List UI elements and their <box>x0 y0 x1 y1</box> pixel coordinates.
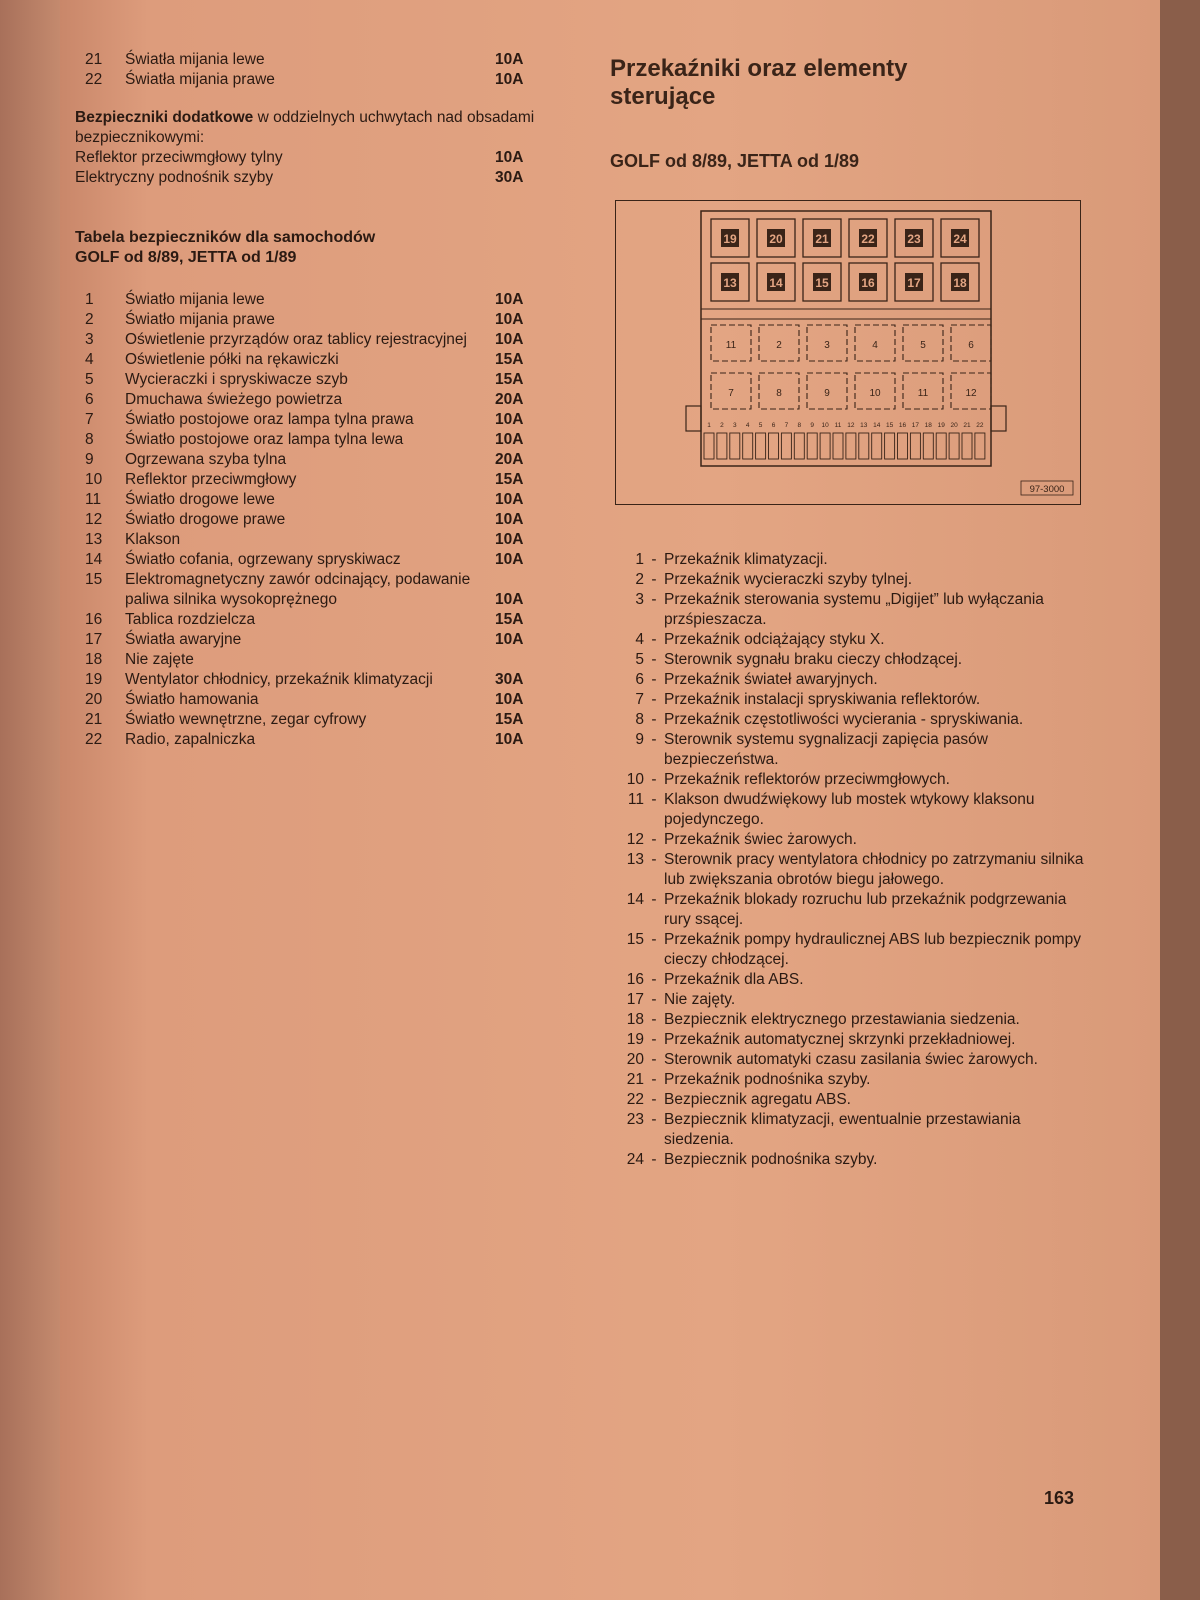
legend-dash: - <box>651 1091 657 1108</box>
fuse-row <box>75 610 555 630</box>
legend-item <box>612 890 1092 930</box>
legend-text: Sterownik automatyki czasu zasilania świec żarowych. <box>664 1051 1038 1068</box>
legend-text: Przekaźnik świec żarowych. <box>664 831 857 848</box>
fuse-slot-number: 11 <box>834 422 842 429</box>
fuse-slot-number: 12 <box>847 422 855 429</box>
legend-number: 11 <box>627 791 644 808</box>
row-value: 10A <box>495 71 524 88</box>
fuse-number: 15 <box>85 571 103 588</box>
fuse-slot-number: 5 <box>758 422 763 429</box>
fuse-slot-number: 6 <box>771 422 776 429</box>
fuse-slot <box>794 433 804 459</box>
relay-socket-number: 3 <box>824 340 830 351</box>
fuse-number: 13 <box>85 531 103 548</box>
legend-item <box>612 1090 1092 1110</box>
fuse-description: Oświetlenie półki na rękawiczki <box>125 351 339 368</box>
legend-dash: - <box>651 691 657 708</box>
fuse-slot-number: 13 <box>860 422 868 429</box>
legend-item <box>612 650 1092 670</box>
fuse-row <box>75 370 555 390</box>
top-row <box>75 50 555 70</box>
extra-row <box>75 148 555 168</box>
row-value: 10A <box>495 51 524 68</box>
panel-left-tab <box>686 406 701 431</box>
legend-dash: - <box>651 771 657 788</box>
fuse-slot-number: 1 <box>707 422 711 429</box>
row-text: Światła mijania prawe <box>125 71 275 88</box>
fuse-description: Światło drogowe prawe <box>125 511 286 528</box>
fuse-slot-number: 8 <box>797 422 802 429</box>
legend-item <box>612 1010 1092 1030</box>
fuse-rating: 10A <box>495 411 524 428</box>
legend-text: Przekaźnik pompy hydraulicznej ABS lub bezpiecznik pompy cieczy chłodzącej. <box>664 931 1081 968</box>
fuse-rating: 10A <box>495 631 524 648</box>
fuse-slot <box>769 433 779 459</box>
fuse-rating: 10A <box>495 531 524 548</box>
legend-text: Przekaźnik sterowania systemu „Digijet” lub wyłączania przśpieszacza. <box>664 591 1044 628</box>
relay-slot-number: 13 <box>723 276 737 290</box>
fuse-number: 17 <box>85 631 103 648</box>
legend-text: Klakson dwudźwiękowy lub mostek wtykowy klaksonu pojedynczego. <box>664 791 1035 828</box>
legend-item <box>612 630 1092 650</box>
panel-right-tab <box>991 406 1006 431</box>
fuse-rating: 10A <box>495 311 524 328</box>
fuse-slot <box>730 433 740 459</box>
fuse-number: 14 <box>85 551 103 568</box>
fuse-row <box>75 730 555 750</box>
fuse-slot <box>949 433 959 459</box>
fuse-number: 4 <box>85 351 94 368</box>
legend-item <box>612 770 1092 790</box>
page-number: 163 <box>1044 1488 1075 1508</box>
relay-socket-number: 9 <box>824 388 830 399</box>
extra-row-text: Elektryczny podnośnik szyby <box>75 169 274 186</box>
legend-dash: - <box>651 1051 657 1068</box>
fuse-slot-number: 10 <box>821 422 829 429</box>
fuse-description: Światło drogowe lewe <box>125 491 275 508</box>
fuse-description: Dmuchawa świeżego powietrza <box>125 391 343 408</box>
fuse-number: 2 <box>85 311 94 328</box>
legend-dash: - <box>651 931 657 948</box>
fuse-slot <box>975 433 985 459</box>
legend-text: Sterownik systemu sygnalizacji zapięcia pasów bezpieczeństwa. <box>664 731 988 768</box>
fuse-number: 18 <box>85 651 103 668</box>
legend-number: 16 <box>626 971 644 988</box>
legend-item <box>612 1110 1092 1150</box>
legend-dash: - <box>651 591 657 608</box>
legend-text: Przekaźnik świateł awaryjnych. <box>664 671 878 688</box>
relay-slot-number: 22 <box>861 232 875 246</box>
fuse-number: 21 <box>85 711 103 728</box>
fuse-slot <box>833 433 843 459</box>
diagram-code: 97-3000 <box>1029 484 1065 495</box>
fuse-rating: 10A <box>495 331 524 348</box>
relay-socket-number: 11 <box>917 388 929 399</box>
legend-text: Przekaźnik automatycznej skrzynki przekładniowej. <box>664 1031 1016 1048</box>
fuse-slot-number: 2 <box>720 422 724 429</box>
legend-dash: - <box>651 1151 657 1168</box>
fuse-description: Radio, zapalniczka <box>125 731 256 748</box>
fuse-slot-number: 17 <box>911 422 920 429</box>
relay-socket-number: 7 <box>728 388 734 399</box>
legend-number: 21 <box>626 1071 644 1088</box>
fuse-description: Tablica rozdzielcza <box>125 611 256 628</box>
legend-number: 9 <box>635 731 644 748</box>
fuse-slot-number: 18 <box>924 422 932 429</box>
relay-socket-number: 11 <box>725 340 737 351</box>
legend-number: 5 <box>635 651 644 668</box>
fuse-slot-number: 22 <box>976 422 984 429</box>
fuse-description: Światła awaryjne <box>125 631 242 648</box>
legend-number: 23 <box>626 1111 644 1128</box>
legend-number: 3 <box>635 591 644 608</box>
fuse-slot-number: 19 <box>937 422 945 429</box>
legend-dash: - <box>651 631 657 648</box>
legend-number: 12 <box>626 831 644 848</box>
fuse-slot <box>781 433 791 459</box>
relay-slot-number: 24 <box>953 232 967 246</box>
legend-item <box>612 790 1092 830</box>
section-title: Przekaźniki oraz elementy sterujące <box>610 55 908 110</box>
fuse-number: 6 <box>85 391 94 408</box>
relay-slot-number: 20 <box>769 232 783 246</box>
fuse-rating: 10A <box>495 591 524 608</box>
legend-item <box>612 850 1092 890</box>
fuse-slot <box>717 433 727 459</box>
legend-number: 7 <box>635 691 644 708</box>
row-number: 21 <box>85 51 103 68</box>
right-page-edge <box>1160 0 1200 1600</box>
legend-dash: - <box>651 891 657 908</box>
fuse-description: Światło mijania lewe <box>125 291 265 308</box>
relay-slot-number: 17 <box>907 276 921 290</box>
fuse-row <box>75 330 555 350</box>
relay-socket-number: 4 <box>872 340 878 351</box>
fuse-description: Nie zajęte <box>125 651 194 668</box>
fuse-slot <box>820 433 830 459</box>
fuse-row <box>75 550 555 570</box>
legend-text: Bezpiecznik podnośnika szyby. <box>664 1151 878 1168</box>
legend-item <box>612 1030 1092 1050</box>
legend-item <box>612 590 1092 630</box>
fuse-row <box>75 530 555 550</box>
legend-dash: - <box>651 571 657 588</box>
relay-slot-number: 21 <box>815 232 829 246</box>
relay-panel-diagram <box>615 200 1081 505</box>
extra-row <box>75 168 555 188</box>
fuse-rating: 10A <box>495 491 524 508</box>
fuse-rating: 10A <box>495 511 524 528</box>
legend-item <box>612 690 1092 710</box>
left-page-edge <box>0 0 60 1600</box>
legend-text: Przekaźnik blokady rozruchu lub przekaźnik podgrzewania rury ssącej. <box>664 891 1067 928</box>
left-column <box>75 50 555 750</box>
panel-body <box>701 211 991 466</box>
fuse-table-title-line-1: Tabela bezpieczników dla samochodów <box>75 229 376 246</box>
fuse-number: 1 <box>85 291 94 308</box>
fuse-rating: 15A <box>495 471 524 488</box>
legend-item <box>612 830 1092 850</box>
legend-dash: - <box>651 1031 657 1048</box>
legend-number: 15 <box>626 931 644 948</box>
legend-text: Przekaźnik reflektorów przeciwmgłowych. <box>664 771 950 788</box>
fuse-slot <box>846 433 856 459</box>
legend-dash: - <box>651 791 657 808</box>
fuse-description: Reflektor przeciwmgłowy <box>125 471 297 488</box>
relay-panel-svg <box>616 201 1079 503</box>
legend-dash: - <box>651 1111 657 1128</box>
fuse-slot <box>910 433 920 459</box>
legend-dash: - <box>651 731 657 748</box>
legend-number: 22 <box>626 1091 644 1108</box>
extra-fuses-heading <box>75 108 555 148</box>
row-text: Światła mijania lewe <box>125 51 265 68</box>
legend-number: 4 <box>635 631 644 648</box>
legend-text: Bezpiecznik agregatu ABS. <box>664 1091 851 1108</box>
fuse-slot-number: 4 <box>745 422 750 429</box>
legend-item <box>612 570 1092 590</box>
legend-text: Przekaźnik częstotliwości wycierania - spryskiwania. <box>664 711 1024 728</box>
fuse-row <box>75 650 555 670</box>
legend-number: 20 <box>626 1051 644 1068</box>
fuse-row <box>75 670 555 690</box>
extra-row-value: 10A <box>495 149 524 166</box>
fuse-slot-number: 15 <box>885 422 894 429</box>
fuse-list <box>75 290 555 750</box>
legend-item <box>612 710 1092 730</box>
legend-number: 14 <box>626 891 644 908</box>
fuse-description: Światło postojowe oraz lampa tylna prawa <box>125 411 414 428</box>
right-column <box>610 55 1100 172</box>
relay-slot-number: 18 <box>953 276 967 290</box>
legend-text: Sterownik sygnału braku cieczy chłodzącej. <box>664 651 963 668</box>
relay-socket-number: 12 <box>965 388 977 399</box>
relay-slot-number: 14 <box>769 276 783 290</box>
relay-slot-number: 19 <box>723 232 737 246</box>
legend-text: Bezpiecznik klimatyzacji, ewentualnie przestawiania siedzenia. <box>664 1111 1021 1148</box>
fuse-slot <box>756 433 766 459</box>
relay-socket-number: 8 <box>776 388 782 399</box>
legend-item <box>612 1070 1092 1090</box>
fuse-number: 7 <box>85 411 94 428</box>
fuse-row <box>75 410 555 430</box>
extra-row-text: Reflektor przeciwmgłowy tylny <box>75 149 283 166</box>
legend-text: Bezpiecznik elektrycznego przestawiania siedzenia. <box>664 1011 1020 1028</box>
legend-number: 1 <box>635 551 644 568</box>
legend-item <box>612 990 1092 1010</box>
fuse-slot <box>898 433 908 459</box>
fuse-row <box>75 630 555 650</box>
fuse-row <box>75 390 555 410</box>
fuse-slot <box>936 433 946 459</box>
fuse-description: Światło hamowania <box>125 691 259 708</box>
legend-dash: - <box>651 991 657 1008</box>
fuse-description: Światło cofania, ogrzewany spryskiwacz <box>125 551 401 568</box>
fuse-row <box>75 290 555 310</box>
fuse-slot <box>872 433 882 459</box>
fuse-description: Wycieraczki i spryskiwacze szyb <box>125 371 348 388</box>
relay-socket-number: 5 <box>920 340 926 351</box>
fuse-description: Oświetlenie przyrządów oraz tablicy rejestracyjnej <box>125 331 467 348</box>
legend-dash: - <box>651 551 657 568</box>
fuse-slot <box>885 433 895 459</box>
fuse-slot-number: 3 <box>732 422 737 429</box>
extra-row-value: 30A <box>495 169 524 186</box>
fuse-row <box>75 430 555 450</box>
sub-title: GOLF od 8/89, JETTA od 1/89 <box>610 151 860 171</box>
legend-number: 18 <box>626 1011 644 1028</box>
relay-slot-number: 15 <box>815 276 829 290</box>
fuse-number: 9 <box>85 451 94 468</box>
fuse-description: Światło postojowe oraz lampa tylna lewa <box>125 431 404 448</box>
fuse-row <box>75 350 555 370</box>
fuse-slot <box>704 433 714 459</box>
fuse-slot-number: 9 <box>810 422 815 429</box>
fuse-number: 11 <box>85 491 102 508</box>
fuse-rating: 10A <box>495 731 524 748</box>
fuse-number: 19 <box>85 671 103 688</box>
legend-dash: - <box>651 711 657 728</box>
legend-dash: - <box>651 851 657 868</box>
legend-text: Przekaźnik odciążający styku X. <box>664 631 885 648</box>
fuse-number: 3 <box>85 331 94 348</box>
fuse-slot <box>962 433 972 459</box>
fuse-description: Światło wewnętrzne, zegar cyfrowy <box>125 711 367 728</box>
legend-dash: - <box>651 671 657 688</box>
legend-item <box>612 730 1092 770</box>
fuse-description: Wentylator chłodnicy, przekaźnik klimatyzacji <box>125 671 433 688</box>
fuse-description: Ogrzewana szyba tylna <box>125 451 287 468</box>
top-row <box>75 70 555 90</box>
legend-text: Nie zajęty. <box>664 991 736 1008</box>
relay-legend <box>612 550 1092 1170</box>
fuse-number: 16 <box>85 611 103 628</box>
fuse-slot <box>923 433 933 459</box>
legend-dash: - <box>651 831 657 848</box>
fuse-row <box>75 510 555 530</box>
fuse-rating: 10A <box>495 431 524 448</box>
legend-number: 17 <box>626 991 644 1008</box>
fuse-row <box>75 570 555 610</box>
legend-item <box>612 1150 1092 1170</box>
fuse-rating: 20A <box>495 451 524 468</box>
relay-socket-number: 6 <box>968 340 974 351</box>
legend-number: 24 <box>626 1151 644 1168</box>
relay-slot-number: 23 <box>907 232 921 246</box>
fuse-number: 5 <box>85 371 94 388</box>
fuse-row <box>75 710 555 730</box>
legend-dash: - <box>651 1071 657 1088</box>
fuse-table-title <box>75 228 555 268</box>
relay-socket-number: 10 <box>869 388 881 399</box>
legend-number: 2 <box>635 571 644 588</box>
fuse-rating: 15A <box>495 611 524 628</box>
legend-text: Przekaźnik klimatyzacji. <box>664 551 828 568</box>
fuse-rating: 10A <box>495 291 524 308</box>
fuse-number: 20 <box>85 691 103 708</box>
fuse-slot <box>743 433 753 459</box>
legend-dash: - <box>651 651 657 668</box>
fuse-rating: 10A <box>495 551 524 568</box>
legend-item <box>612 970 1092 990</box>
fuse-number: 10 <box>85 471 103 488</box>
fuse-row <box>75 490 555 510</box>
fuse-slot-number: 21 <box>963 422 971 429</box>
fuse-slot <box>859 433 869 459</box>
fuse-rating: 20A <box>495 391 524 408</box>
fuse-slot <box>807 433 817 459</box>
legend-number: 13 <box>626 851 644 868</box>
legend-item <box>612 550 1092 570</box>
legend-item <box>612 930 1092 970</box>
legend-dash: - <box>651 1011 657 1028</box>
legend-item <box>612 670 1092 690</box>
fuse-description: Światło mijania prawe <box>125 311 275 328</box>
fuse-rating: 10A <box>495 691 524 708</box>
extra-heading-bold: Bezpieczniki dodatkowe <box>75 109 254 126</box>
fuse-number: 12 <box>85 511 103 528</box>
fuse-rating: 30A <box>495 671 524 688</box>
legend-number: 6 <box>635 671 644 688</box>
legend-text: Przekaźnik wycieraczki szyby tylnej. <box>664 571 913 588</box>
fuse-description: Elektromagnetyczny zawór odcinający, podawanie paliwa silnika wysokoprężnego <box>125 571 471 608</box>
extra-heading-normal: w oddzielnych uchwytach nad obsadami bezpiecznikowymi: <box>75 109 535 146</box>
legend-number: 8 <box>635 711 644 728</box>
row-number: 22 <box>85 71 103 88</box>
fuse-description: Klakson <box>125 531 181 548</box>
legend-text: Sterownik pracy wentylatora chłodnicy po zatrzymaniu silnika lub zwiększania obrotów biegu jałowego. <box>664 851 1084 888</box>
legend-item <box>612 1050 1092 1070</box>
fuse-table-title-line-2: GOLF od 8/89, JETTA od 1/89 <box>75 249 297 266</box>
legend-text: Przekaźnik instalacji spryskiwania reflektorów. <box>664 691 981 708</box>
fuse-row <box>75 690 555 710</box>
fuse-slot-number: 14 <box>873 422 881 429</box>
fuse-rating: 15A <box>495 371 524 388</box>
relay-socket-number: 2 <box>776 340 782 351</box>
legend-text: Przekaźnik dla ABS. <box>664 971 804 988</box>
legend-dash: - <box>651 971 657 988</box>
fuse-slot-number: 20 <box>950 422 958 429</box>
fuse-slot-number: 16 <box>898 422 907 429</box>
fuse-slot-number: 7 <box>784 422 789 429</box>
fuse-number: 8 <box>85 431 94 448</box>
fuse-number: 22 <box>85 731 103 748</box>
fuse-rating: 15A <box>495 711 524 728</box>
fuse-row <box>75 450 555 470</box>
relay-slot-number: 16 <box>861 276 875 290</box>
legend-number: 19 <box>626 1031 644 1048</box>
fuse-rating: 15A <box>495 351 524 368</box>
fuse-row <box>75 310 555 330</box>
legend-number: 10 <box>626 771 644 788</box>
legend-text: Przekaźnik podnośnika szyby. <box>664 1071 871 1088</box>
top-rows <box>75 50 555 90</box>
fuse-row <box>75 470 555 490</box>
